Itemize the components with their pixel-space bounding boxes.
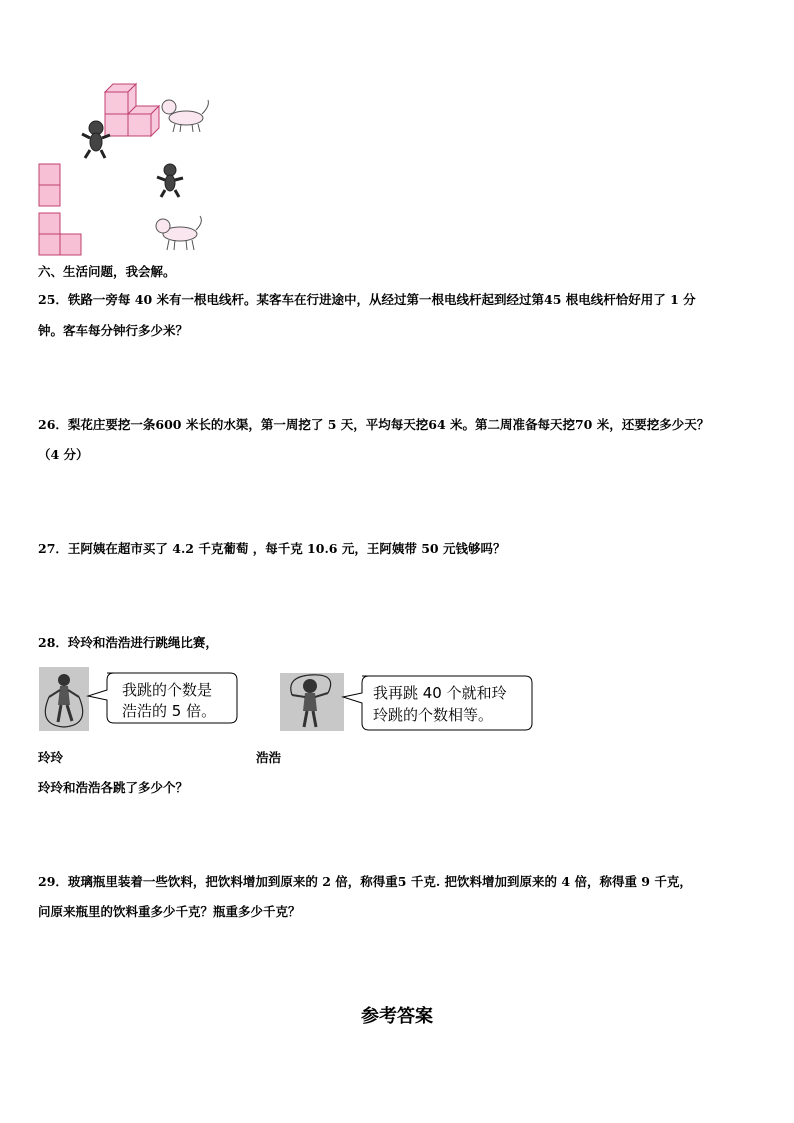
question-27: 27．王阿姨在超市买了 4.2 千克葡萄 ，每千克 10.6 元，王阿姨带 50 元钱够吗？ [38,541,506,556]
question-26-line1: 26．梨花庄要挖一条600 米长的水渠，第一周挖了 5 天，平均每天挖64 米。第二周准备每天挖70 米，还要挖多少天？ [38,417,710,432]
view-figure [30,80,220,260]
question-29-line2: 问原来瓶里的饮料重多少千克？瓶重多少千克？ [38,904,301,919]
boy-jumping-rope-icon [280,673,344,731]
section-heading: 六、生活问题，我会解。 [38,264,176,279]
question-28-line1: 28．玲玲和浩浩进行跳绳比赛， [38,635,218,650]
bubble-left-line1: 我跳的个数是 [122,681,213,699]
monkey-icon [157,164,183,197]
side-view-icon [39,213,81,255]
front-view-icon [39,164,60,206]
answer-title: 参考答案 [361,1006,433,1027]
name-lingling: 玲玲 [38,750,64,765]
bubble-right-line2: 玲跳的个数相等。 [373,706,494,724]
bubble-right-line1: 我再跳 40 个就和玲 [373,684,507,702]
question-25-line2: 钟。客车每分钟行多少米？ [38,323,189,338]
name-haohao: 浩浩 [256,750,282,765]
dog-icon [162,100,208,132]
cube-stack-icon [105,84,159,136]
dog-icon [156,216,201,250]
bubble-left-line2: 浩浩的 5 倍。 [122,702,217,720]
question-25-line1: 25．铁路一旁每 40 米有一根电线杆。某客车在行进途中，从经过第一根电线杆起到经过第45 根电线杆恰好用了 1 分 [38,292,696,307]
question-28-question: 玲玲和浩浩各跳了多少个？ [38,780,189,795]
question-29-line1: 29．玻璃瓶里装着一些饮料，把饮料增加到原来的 2 倍，称得重5 千克. 把饮料增加到原来的 4 倍，称得重 9 千克， [38,874,692,889]
girl-jumping-rope-icon [39,667,89,731]
question-26-line2: （4 分） [38,447,89,462]
